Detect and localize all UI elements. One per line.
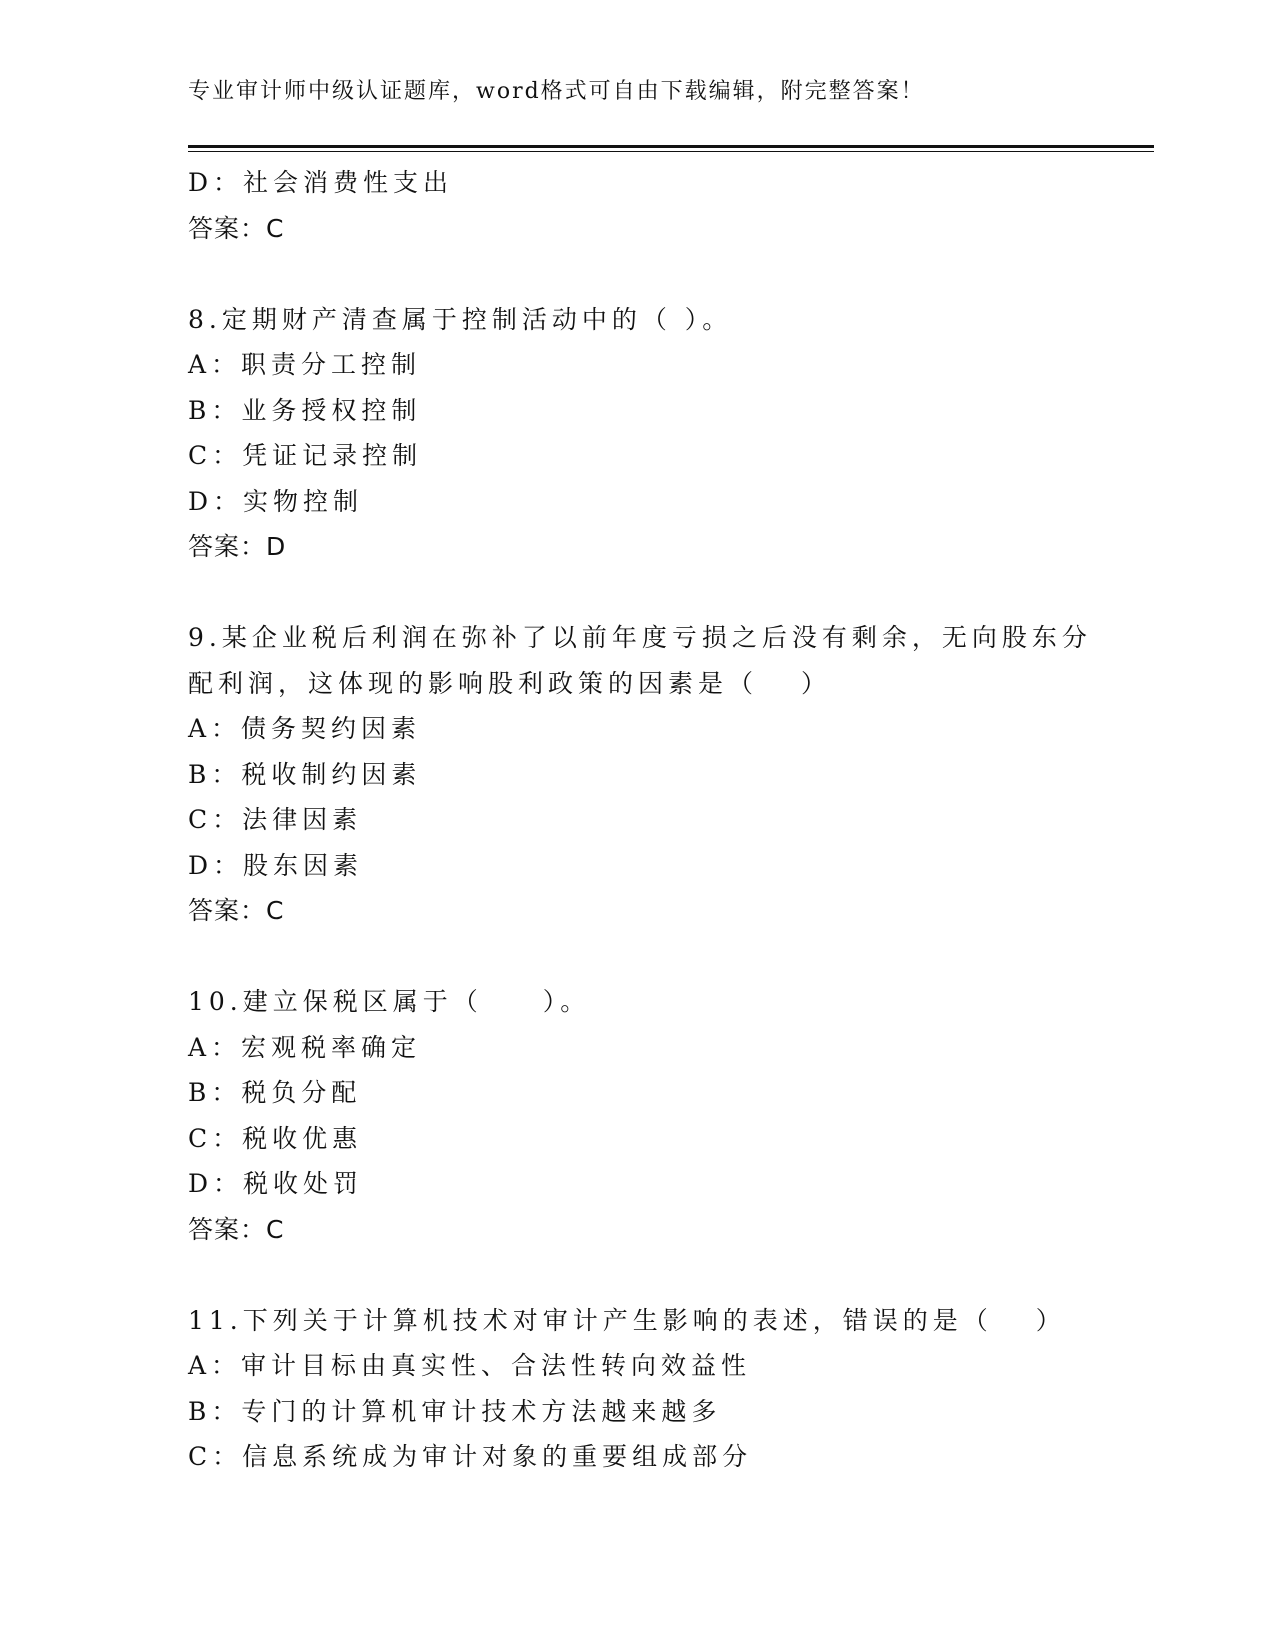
- option-c: C：税收优惠: [188, 1123, 363, 1153]
- question-stem-continued: 配利润，这体现的影响股利政策的因素是（ ）: [188, 668, 831, 698]
- option-b: B：业务授权控制: [188, 395, 422, 425]
- page-header: 专业审计师中级认证题库，word格式可自由下载编辑，附完整答案！: [188, 79, 925, 104]
- answer: 答案：C: [188, 213, 285, 243]
- option-a: A：审计目标由真实性、合法性转向效益性: [188, 1351, 752, 1380]
- answer: 答案：C: [188, 1214, 285, 1244]
- question-9: [188, 615, 1092, 934]
- answer: 答案：D: [188, 532, 287, 561]
- spacer: [188, 1252, 1088, 1298]
- option-b: B：税收制约因素: [188, 759, 422, 789]
- question-stem: 11.下列关于计算机技术对审计产生影响的表述，错误的是（ ）: [188, 1305, 1066, 1335]
- spacer: [188, 934, 1088, 980]
- question-stem: 10.建立保税区属于（ ）。: [188, 987, 591, 1016]
- option-c: C：法律因素: [188, 805, 363, 834]
- question-11: [188, 1298, 1088, 1480]
- header-rule-thick: [188, 145, 1154, 148]
- answer: 答案：C: [188, 896, 285, 925]
- question-10: [188, 979, 1088, 1252]
- option-d: D：税收处罚: [188, 1169, 364, 1198]
- option-c: C：凭证记录控制: [188, 441, 423, 470]
- question-stem: 8.定期财产清查属于控制活动中的（ ）。: [188, 304, 733, 334]
- question-stem: 9.某企业税后利润在弥补了以前年度亏损之后没有剩余，无向股东分: [188, 623, 1092, 652]
- option-a: A：宏观税率确定: [188, 1032, 422, 1062]
- option-b: B：税负分配: [188, 1078, 362, 1107]
- spacer: [188, 570, 1088, 616]
- option-a: A：债务契约因素: [188, 714, 422, 743]
- option-a: A：职责分工控制: [188, 350, 422, 379]
- option-d: D：实物控制: [188, 486, 364, 516]
- option-c: C：信息系统成为审计对象的重要组成部分: [188, 1442, 753, 1471]
- option-d: D：股东因素: [188, 850, 364, 880]
- question-8: [188, 297, 1088, 570]
- option-b: B：专门的计算机审计技术方法越来越多: [188, 1396, 722, 1426]
- header-rule-thin: [188, 151, 1154, 152]
- spacer: [188, 251, 1088, 297]
- option-d: D：社会消费性支出: [188, 168, 454, 197]
- question-content: [188, 160, 1092, 1480]
